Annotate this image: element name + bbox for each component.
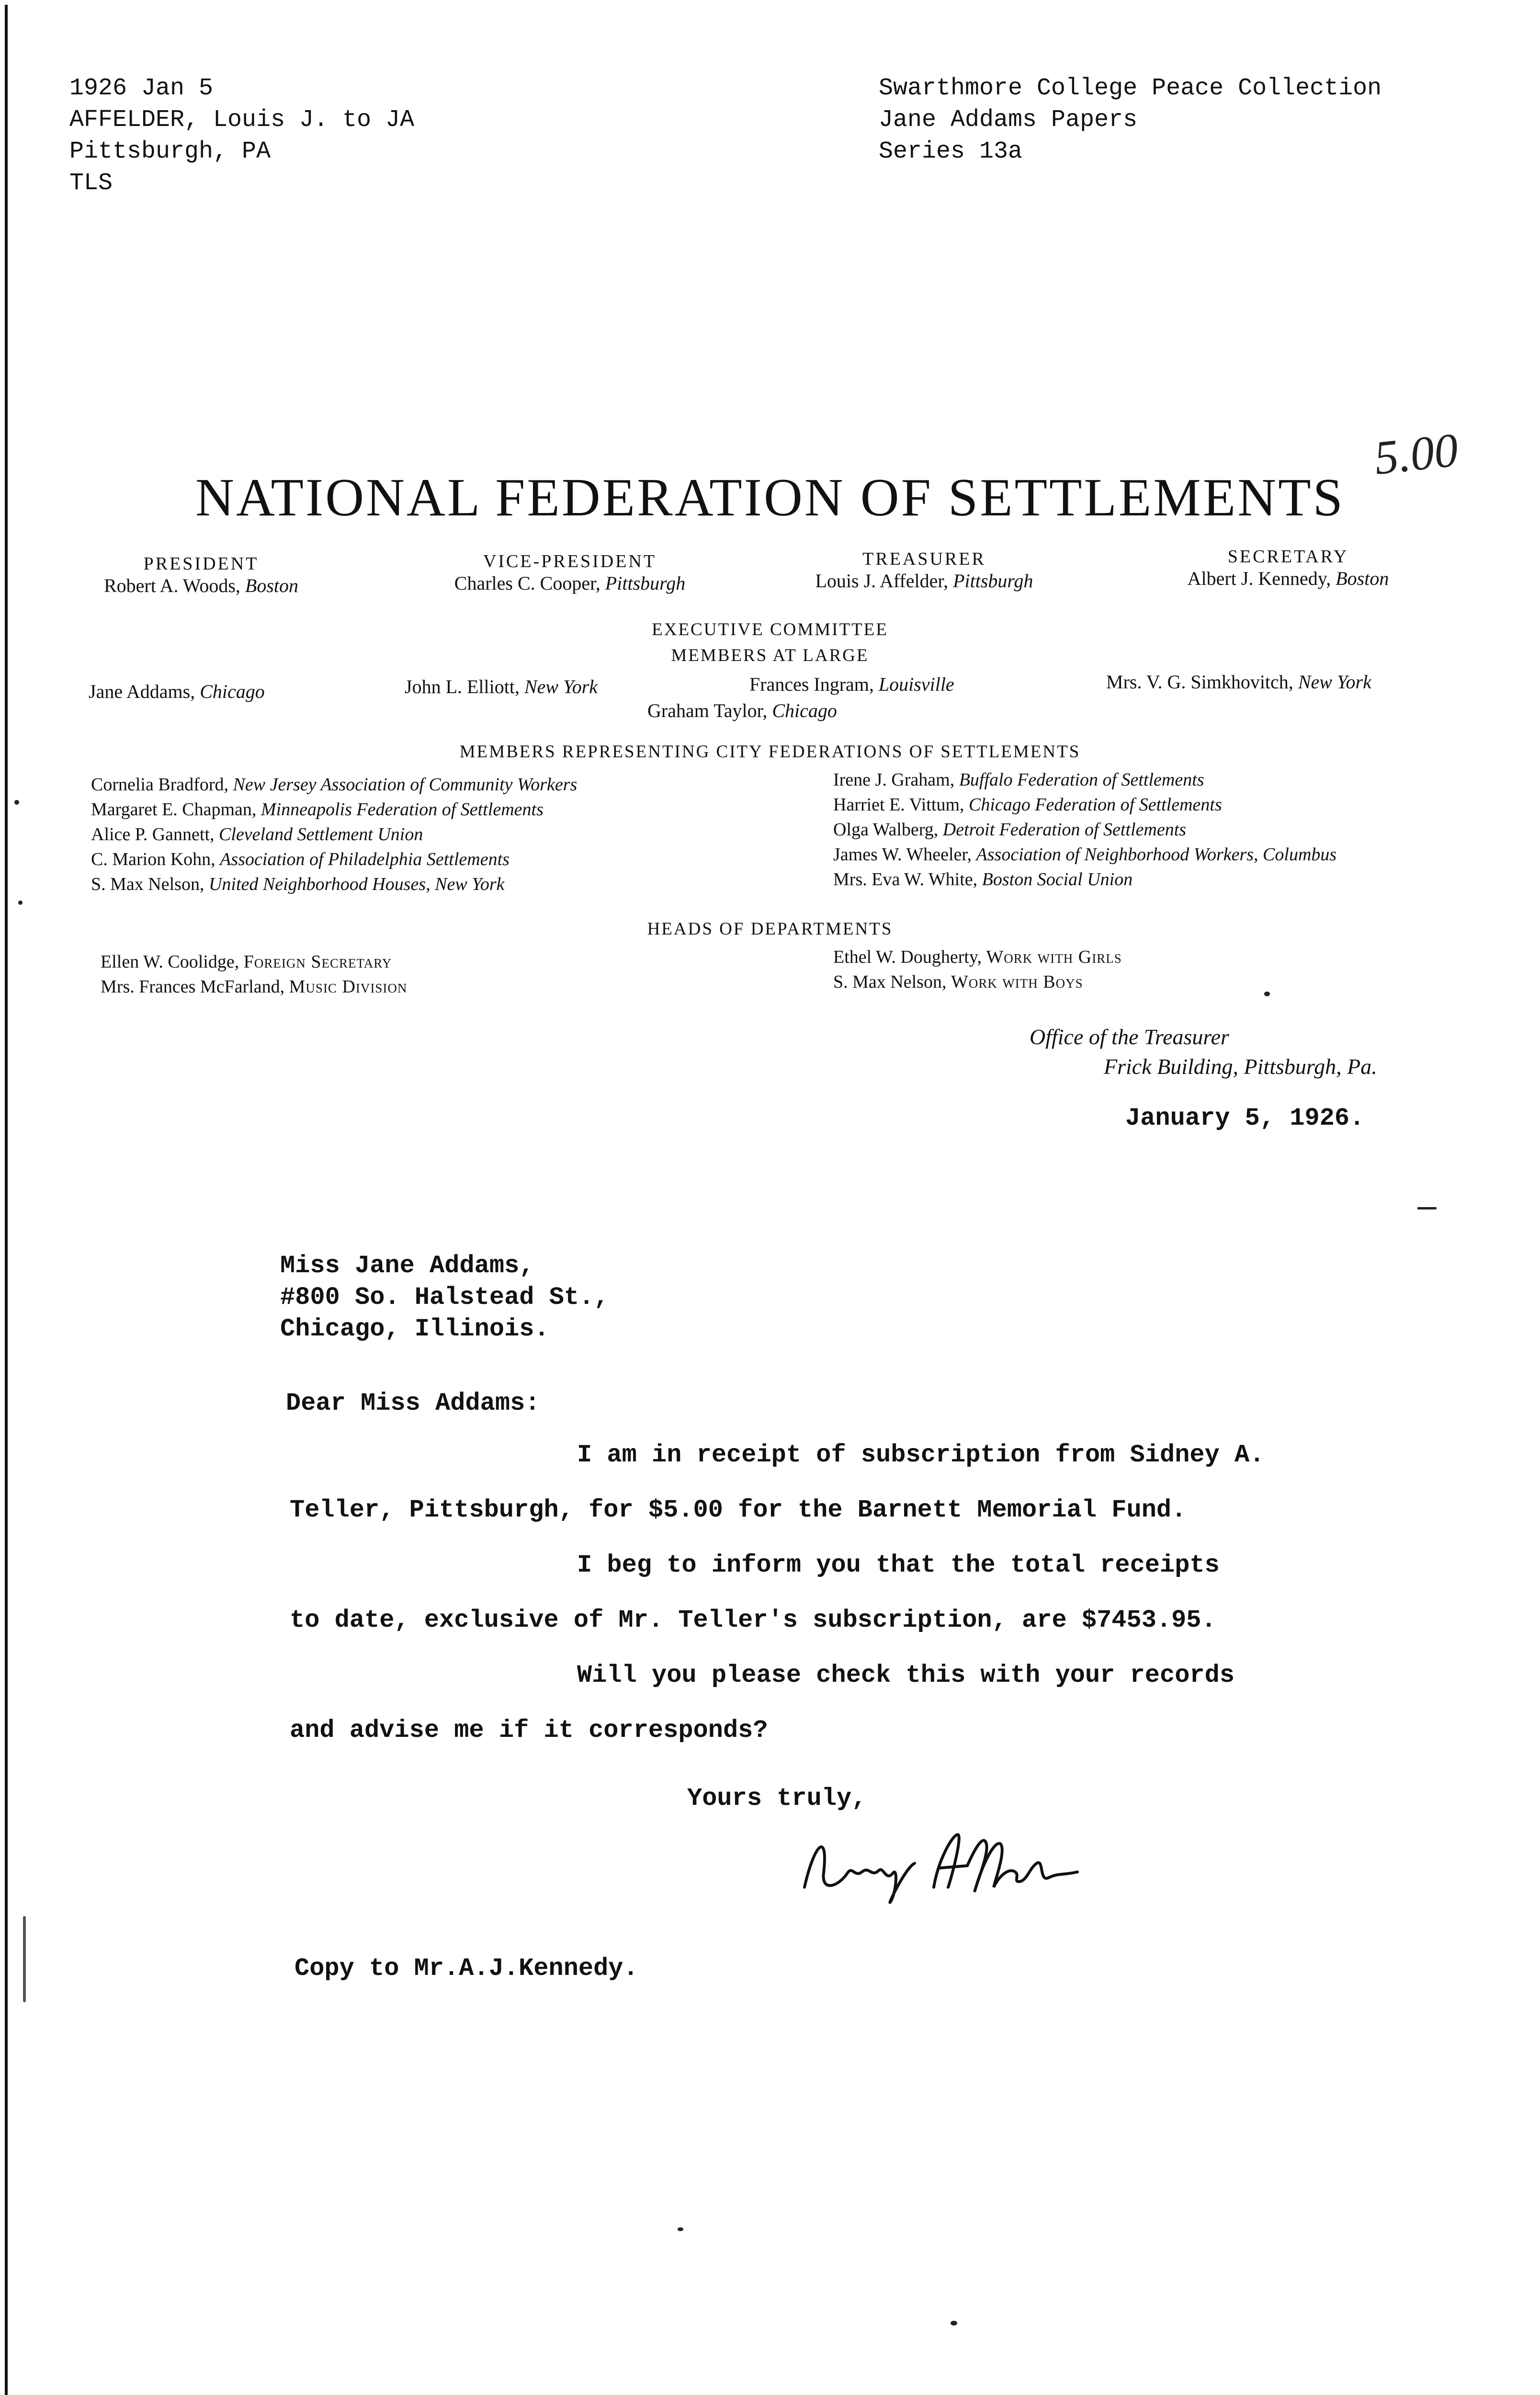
officer-name: Louis J. Affelder,	[815, 570, 949, 592]
recipient-city: Chicago, Illinois.	[280, 1315, 549, 1343]
signature-image	[795, 1815, 1092, 1911]
officer-role: VICE-PRESIDENT	[483, 551, 657, 571]
scan-speck	[951, 2321, 957, 2326]
archive-date: 1926 Jan 5	[69, 75, 214, 102]
heads-of-departments-heading: HEADS OF DEPARTMENTS	[647, 919, 893, 939]
federation-member: Margaret E. Chapman, Minneapolis Federation of Settlements	[91, 799, 544, 820]
officer-name: Albert J. Kennedy,	[1187, 568, 1331, 589]
letter-body	[290, 1427, 1264, 1758]
officer-treasurer	[785, 548, 1063, 592]
federation-member: James W. Wheeler, Association of Neighborhood Workers, Columbus	[833, 844, 1337, 865]
body-line: to date, exclusive of Mr. Teller's subscription, are $7453.95.	[290, 1606, 1216, 1634]
federation-member: Mrs. Eva W. White, Boston Social Union	[833, 869, 1133, 890]
archive-place: Pittsburgh, PA	[69, 138, 271, 165]
scan-speck	[14, 800, 19, 805]
archive-citation	[69, 73, 414, 199]
body-line: Will you please check this with your records	[577, 1661, 1235, 1689]
city-federations-heading: MEMBERS REPRESENTING CITY FEDERATIONS OF SETTLEMENTS	[459, 742, 1081, 762]
body-line: Teller, Pittsburgh, for $5.00 for the Barnett Memorial Fund.	[290, 1496, 1187, 1524]
body-line: I am in receipt of subscription from Sidney A.	[577, 1441, 1265, 1469]
member-at-large: John L. Elliott, New York	[405, 676, 598, 697]
page-border	[5, 5, 1535, 2395]
collection-name: Swarthmore College Peace Collection	[879, 75, 1382, 102]
executive-committee-heading: EXECUTIVE COMMITTEE	[652, 620, 888, 639]
city-federations-left	[91, 772, 577, 897]
archive-type: TLS	[69, 170, 113, 197]
collection-series: Series 13a	[879, 138, 1023, 165]
recipient-name: Miss Jane Addams,	[280, 1252, 534, 1280]
officer-city: Boston	[1336, 568, 1389, 589]
federation-member: Olga Walberg, Detroit Federation of Settlements	[833, 820, 1187, 840]
carbon-copy-note: Copy to Mr.A.J.Kennedy.	[294, 1954, 638, 1983]
member-at-large: Mrs. V. G. Simkhovitch, New York	[1106, 671, 1371, 693]
salutation: Dear Miss Addams:	[286, 1389, 540, 1417]
federation-member: Harriet E. Vittum, Chicago Federation of Settlements	[833, 795, 1222, 815]
federation-member: C. Marion Kohn, Association of Philadelphia Settlements	[91, 849, 510, 869]
officer-role: SECRETARY	[1227, 547, 1349, 567]
heads-left	[101, 949, 407, 999]
member-at-large: Frances Ingram, Louisville	[749, 673, 954, 695]
department-head: S. Max Nelson, Work with Boys	[833, 972, 1083, 992]
letterhead-title: NATIONAL FEDERATION OF SETTLEMENTS	[195, 468, 1345, 527]
scan-speck	[18, 901, 23, 905]
letter-date: January 5, 1926.	[1125, 1104, 1365, 1132]
scan-edge-mark	[23, 1916, 26, 2002]
department-head: Ellen W. Coolidge, Foreign Secretary	[101, 952, 392, 972]
member-at-large: Jane Addams, Chicago	[89, 681, 265, 702]
officer-role: TREASURER	[862, 549, 986, 569]
archive-collection	[879, 73, 1381, 168]
federation-member: Alice P. Gannett, Cleveland Settlement Union	[91, 824, 423, 844]
members-at-large-heading: MEMBERS AT LARGE	[671, 646, 869, 665]
officer-city: Pittsburgh	[953, 570, 1033, 592]
officer-vice-president	[417, 551, 723, 594]
department-head: Ethel W. Dougherty, Work with Girls	[833, 947, 1122, 967]
collection-papers: Jane Addams Papers	[879, 106, 1138, 134]
department-head: Mrs. Frances McFarland, Music Division	[101, 977, 408, 997]
office-address: Frick Building, Pittsburgh, Pa.	[1104, 1054, 1377, 1079]
marginal-note: 5.00	[1371, 423, 1461, 485]
scan-speck	[1417, 1207, 1437, 1209]
officer-role: PRESIDENT	[143, 554, 259, 574]
recipient-address	[280, 1250, 609, 1345]
officer-president	[67, 553, 335, 597]
federation-member: Cornelia Bradford, New Jersey Association of Community Workers	[91, 775, 578, 795]
office-label: Office of the Treasurer	[1030, 1025, 1229, 1049]
recipient-street: #800 So. Halstead St.,	[280, 1283, 609, 1312]
body-line: I beg to inform you that the total receipts	[577, 1551, 1220, 1579]
federation-member: S. Max Nelson, United Neighborhood Houses, New York	[91, 874, 505, 894]
archive-correspondents: AFFELDER, Louis J. to JA	[69, 106, 415, 134]
signature	[795, 1815, 1092, 1914]
heads-right	[833, 945, 1122, 994]
body-line: and advise me if it corresponds?	[290, 1716, 768, 1745]
city-federations-right	[833, 767, 1336, 892]
federation-member: Irene J. Graham, Buffalo Federation of Settlements	[833, 770, 1204, 790]
member-at-large: Graham Taylor, Chicago	[647, 700, 837, 721]
scan-speck	[678, 2227, 683, 2231]
scan-speck	[1264, 992, 1270, 996]
officer-city: Pittsburgh	[605, 572, 686, 594]
officer-secretary	[1149, 546, 1427, 590]
officer-name: Charles C. Cooper,	[454, 572, 600, 594]
officer-name: Robert A. Woods,	[103, 575, 240, 596]
officer-city: Boston	[245, 575, 299, 596]
closing: Yours truly,	[687, 1784, 867, 1813]
